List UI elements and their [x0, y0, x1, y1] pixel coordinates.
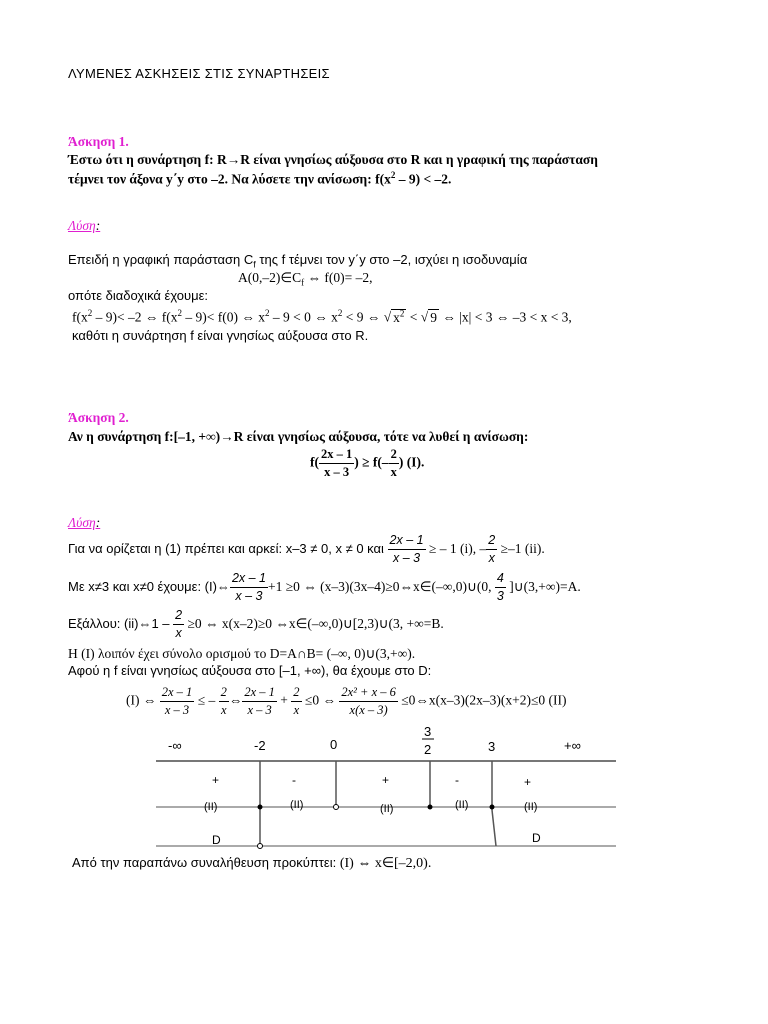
- point-minus-2: -2: [254, 738, 266, 753]
- point-three-halves-num: 3: [424, 724, 432, 739]
- point-dot: [428, 805, 433, 810]
- exercise-2-solution-heading: Λύση:: [68, 515, 101, 530]
- ex1-solution-line5: καθότι η συνάρτηση f είναι γνησίως αύξουσα στο R.: [72, 328, 369, 343]
- sqrt-symbol-icon: √: [420, 309, 429, 325]
- sign-1: +: [212, 773, 220, 787]
- sign-4: -: [455, 773, 459, 787]
- point-three-halves-den: 2: [424, 742, 432, 757]
- divider-three-lower: [492, 810, 496, 846]
- conclusion-line: Από την παραπάνω συναλήθευση προκύπτει: (I) ⇔ x∈[–2,0).: [72, 855, 432, 871]
- sqrt-symbol-icon: √: [383, 309, 392, 325]
- sign-5: +: [524, 775, 532, 789]
- ex2-solution-line1: Για να ορίζεται η (1) πρέπει και αρκεί: x–3 ≠ 0, x ≠ 0 και $\frac{2x - 1}{x - 3}$ ≥ – 1 (i), – $\frac{2}{x}$ ≥–1 (ii).: [68, 533, 545, 565]
- label-ii-4: (II): [455, 799, 469, 811]
- ex1-solution-line3: οπότε διαδοχικά έχουμε:: [68, 288, 209, 303]
- label-ii-3: (II): [380, 803, 394, 815]
- exercise-1-solution-heading: Λύση:: [68, 218, 101, 233]
- exercise-2-heading: Άσκηση 2.: [68, 410, 129, 425]
- ex1-solution-line2: $A(0,-2)\in C_f$ ⇔ f(0)= –2,: [238, 270, 373, 288]
- label-ii-1: (II): [204, 801, 218, 813]
- exercise-1-statement-line1: Έστω ότι η συνάρτηση f: R→R είναι γνησίως αύξουσα στο R και η γραφική της παράσταση: [68, 152, 598, 167]
- label-ii-5: (II): [524, 801, 538, 813]
- ex2-solution-line2: Με x≠3 και x≠0 έχουμε: (I)⇔ $\frac{2x - 1}{x - 3}$ +1 ≥0 ⇔ (x–3)(3x–4)≥0⇔x∈(–∞,0)∪(0, $\frac{4}{3}$ ]∪(3,+∞)=A.: [68, 571, 581, 603]
- ex2-solution-line3: Εξάλλου: (ii)⇔1 – $\frac{2}{x}$ ≥0 ⇔ x(x–2)≥0 ⇔x∈(–∞,0)∪[2,3)∪(3, +∞=B.: [68, 608, 444, 640]
- point-dot: [258, 805, 263, 810]
- sign-3: +: [382, 773, 390, 787]
- ex1-solution-line1: Επειδή η γραφική παράσταση $C_f$ της f τέμνει τον y΄y στο –2, ισχύει η ισοδυναμία: [68, 252, 528, 270]
- ex2-solution-line6: (I) ⇔ $\frac{2x - 1}{x - 3}$ ≤ – $\frac{2}{x}$ ⇔ $\frac{2x - 1}{x - 3}$ + $\frac{2}{x}$ ≤0 ⇔ $\frac{\text{2x² + x – 6}}{x(x - 3)}$ ≤0⇔x(x–3)(2x–3)(x+2)≤0 (II): [126, 685, 567, 717]
- point-plus-infinity: +∞: [564, 738, 581, 753]
- exercise-2-inequality: f( $\frac{2x - 1}{x - 3}$ ) ≥ f(– $\frac{2}{x}$ ) (I).: [310, 447, 425, 479]
- exercise-2-statement: Αν η συνάρτηση f:[–1, +∞)→R είναι γνησίως αύξουσα, τότε να λυθεί η ανίσωση:: [68, 429, 529, 444]
- label-ii-2: (II): [290, 799, 304, 811]
- domain-label-right: D: [532, 831, 541, 845]
- exercise-1-heading: Άσκηση 1.: [68, 134, 129, 149]
- ex2-solution-line4: Η (I) λοιπόν έχει σύνολο ορισμού το D=A∩B= (–∞, 0)∪(3,+∞).: [68, 646, 416, 661]
- domain-label-left: D: [212, 833, 221, 847]
- point-minus-infinity: -∞: [168, 738, 182, 753]
- point-dot-open: [334, 805, 339, 810]
- exercise-1-statement-line2: τέμνει τον άξονα y΄y στο –2. Να λύσετε την ανίσωση: $f(x^2 - 9) < -2$.: [68, 170, 452, 187]
- sign-table: [150, 722, 620, 852]
- ex2-solution-line5: Αφού η f είναι γνησίως αύξουσα στο [–1, +∞), θα έχουμε στο D:: [68, 663, 432, 678]
- point-three: 3: [488, 739, 496, 754]
- document-title: ΛΥΜΕΝΕΣ ΑΣΚΗΣΕΙΣ ΣΤΙΣ ΣΥΝΑΡΤΗΣΕΙΣ: [68, 66, 330, 81]
- point-dot-open: [258, 844, 263, 849]
- point-dot: [490, 805, 495, 810]
- ex1-solution-line4: $f(x^2 - 9)< -2$ ⇔ $f(x^2 - 9)< f(0)$ ⇔ $x^2 - 9 < 0$ ⇔ $x^2 < 9$ ⇔ √ $x^2$ < √ 9 ⇔ |x| < 3 ⇔ –3 < x < 3,: [72, 308, 572, 325]
- sign-2: -: [292, 773, 296, 787]
- point-zero: 0: [330, 737, 338, 752]
